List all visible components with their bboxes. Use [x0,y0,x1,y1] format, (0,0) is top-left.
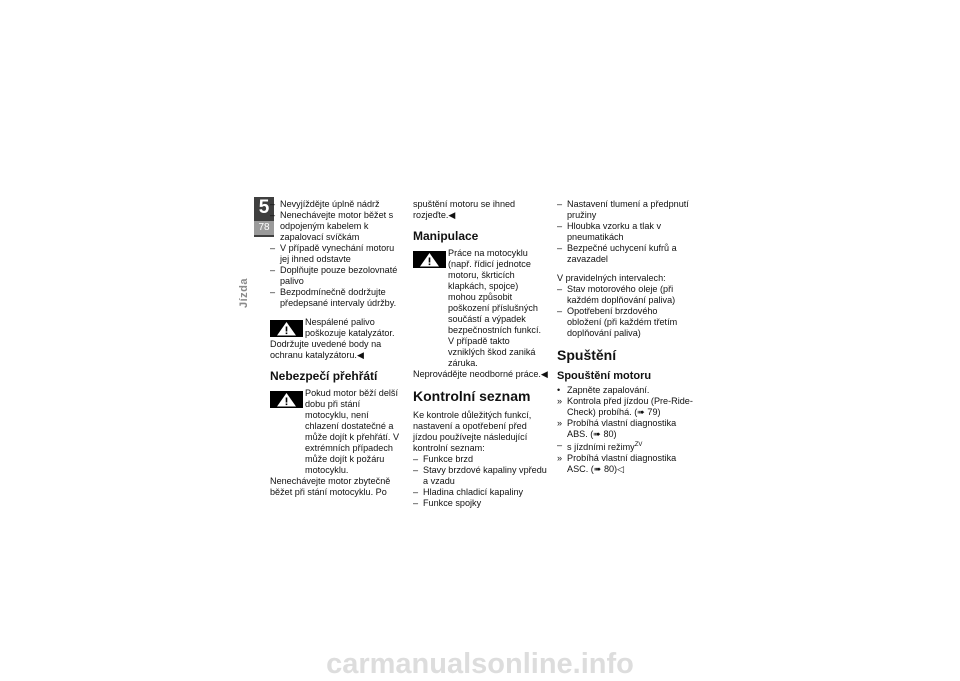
section-heading: Manipulace [413,229,479,243]
end-marker-open-icon: ◁ [617,464,625,475]
column-2 [413,199,548,509]
list-item: • Zapněte zapalování. [557,385,650,395]
list-item: – Stavy brzdové kapaliny vpředu a vzadu [413,465,548,487]
chapter-number: 5 [258,197,270,218]
option-superscript: ZV [634,442,643,448]
list-item: – Nenechávejte motor běžet s odpojeným kabelem k zapalovací svíčkám [270,210,405,243]
paragraph: Dodržujte uvedené body na ochranu katalyzátoru. [270,339,382,360]
paragraph: V pravidelných intervalech: [557,273,666,283]
page-reference: (➠ 79) [634,407,661,417]
warning-text: Nespálené palivo poškozuje katalyzátor. [305,317,395,338]
subsection-heading: Spouštění motoru [557,370,652,382]
chapter-title: Jízda [238,277,250,308]
result-arrow-icon: » [557,396,563,406]
column-3 [557,199,693,475]
list-item: – s jízdními režimy$^{ZV}$ [557,440,693,453]
warning-block [270,317,405,339]
warning-text: Pokud motor běží delší dobu při stání motocyklu, není chlazení dostatečné a může dojít k přehřátí. V extrémních případech může dojít k požáru motocyklu. [305,388,400,475]
section-heading: Nebezpečí přehřátí [270,369,378,383]
section-heading: Spuštění [557,347,617,363]
column-1 [270,199,405,498]
list-item: – Funkce brzd [413,454,548,465]
list-item: – Nevyjíždějte úplně nádrž [270,199,405,210]
paragraph: Neprovádějte neodborné práce. [413,369,541,379]
result-arrow-icon: » [557,418,563,428]
end-marker-icon: ◀ [356,350,364,360]
list-item: – Hladina chladicí kapaliny [413,487,548,498]
list-item: – Doplňujte pouze bezolovnaté palivo [270,265,405,287]
list-item: » Probíhá vlastní diagnostika ASC. (➠ 80)◁ [557,453,677,475]
list-item: – Opotřebení brzdového obložení (při každém třetím doplňování paliva) [557,306,693,339]
end-marker-icon: ◀ [448,210,456,220]
list-item: – Stav motorového oleje (při každém doplňování paliva) [557,284,693,306]
list-item: – Funkce spojky [413,498,548,509]
warning-block [413,248,548,369]
page-reference: (➠ 80) [590,429,617,439]
paragraph: spuštění motoru se ihned rozjeďte. [413,199,516,220]
watermark: carmanualsonline.info [326,648,634,680]
warning-triangle-icon [270,391,303,408]
warning-text: Práce na motocyklu (např. řídicí jednotce motoru, škrticích klapkách, spojce) mohou způsobit poškození příslušných součástí a výpadek bezpečnostních funkcí. V případě takto vzniklých škod zaniká záruka. [448,248,542,368]
page-number: 78 [254,221,274,235]
list-item: » Probíhá vlastní diagnostika ABS. (➠ 80) [557,418,677,439]
list-item: » Kontrola před jízdou (Pre-Ride-Check) probíhá. (➠ 79) [557,396,693,417]
end-marker-icon: ◀ [540,369,548,379]
list-item: – Bezpečné uchycení kufrů a zavazadel [557,243,693,265]
list-item: – Hloubka vzorku a tlak v pneumatikách [557,221,693,243]
section-heading: Kontrolní seznam [413,388,531,404]
bullet-icon: • [557,385,561,395]
paragraph: Ke kontrole důležitých funkcí, nastavení a opotřebení před jízdou používejte následující kontrolní seznam: [413,410,532,453]
result-arrow-icon: » [557,453,563,464]
list-item: – Nastavení tlumení a předpnutí pružiny [557,199,693,221]
list-item: – V případě vynechání motoru jej ihned odstavte [270,243,405,265]
list-item: – Bezpodmínečně dodržujte předepsané intervaly údržby. [270,287,405,309]
warning-triangle-icon [413,251,446,268]
warning-triangle-icon [270,320,303,337]
paragraph: Nenechávejte motor zbytečně běžet při stání motocyklu. Po [270,476,391,497]
page-reference: (➠ 80) [590,464,618,475]
warning-block [270,388,405,476]
